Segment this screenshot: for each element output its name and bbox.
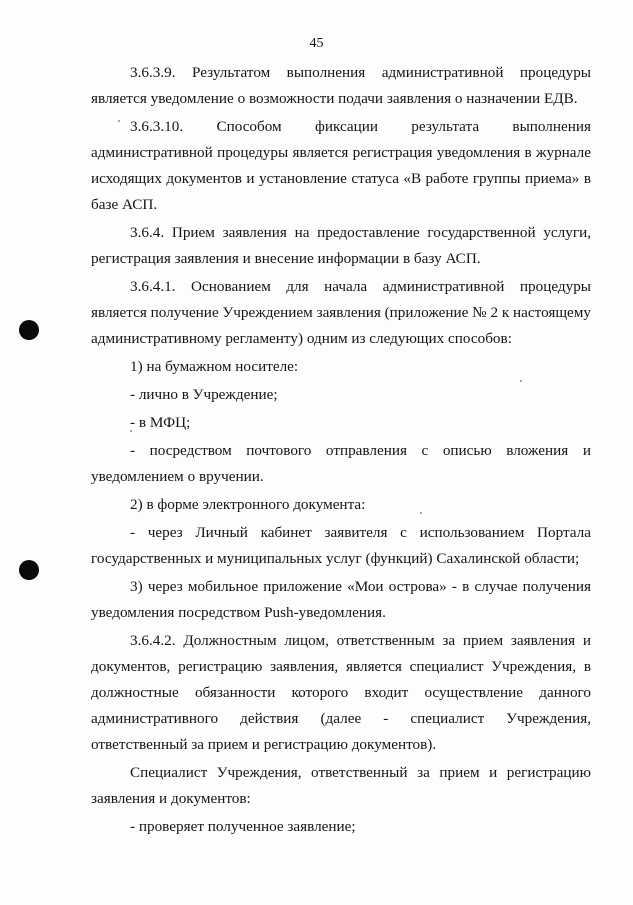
list-item-post: - посредством почтового отправления с описью вложения и уведомлением о вручении. xyxy=(91,442,591,485)
paragraph-3-6-3-10: 3.6.3.10. Способом фиксации результата выполнения административной процедуры является регистрация уведомления в журнале исходящих документов и установление статуса «В работе группы приема» в базе АСП. xyxy=(91,118,591,213)
paragraph-3-6-4-1: 3.6.4.1. Основанием для начала административной процедуры является получение Учреждением заявления (приложение № 2 к настоящему административному регламенту) одним из следующих способов: xyxy=(91,278,591,347)
list-item-paper: 1) на бумажном носителе: xyxy=(130,358,299,375)
paragraph-3-6-3-9: 3.6.3.9. Результатом выполнения административной процедуры является уведомление о возможности подачи заявления о назначении ЕДВ. xyxy=(91,64,591,107)
paragraph-specialist: Специалист Учреждения, ответственный за прием и регистрацию заявления и документов: xyxy=(91,764,591,807)
page-number: 45 xyxy=(309,36,324,51)
punch-hole xyxy=(19,560,39,580)
document-body xyxy=(91,60,591,840)
list-item-electronic: 2) в форме электронного документа: xyxy=(130,496,366,513)
paragraph-3-6-4-2: 3.6.4.2. Должностным лицом, ответственным за прием заявления и документов, регистрацию заявления, является специалист Учреждения, в должностные обязанности которого входит осуществление данного административного действия (далее - специалист Учреждения, ответственный за прием и регистрацию документов). xyxy=(91,632,591,753)
list-item-mfc: - в МФЦ; xyxy=(130,414,191,431)
paragraph-3-6-4: 3.6.4. Прием заявления на предоставление государственной услуги, регистрация заявления и внесение информации в базу АСП. xyxy=(91,224,591,267)
punch-hole xyxy=(19,320,39,340)
list-item-mobile-app: 3) через мобильное приложение «Мои острова» - в случае получения уведомления посредством Push-уведомления. xyxy=(91,578,591,621)
list-item-portal: - через Личный кабинет заявителя с использованием Портала государственных и муниципальных услуг (функций) Сахалинской области; xyxy=(91,524,591,567)
list-item-in-person: - лично в Учреждение; xyxy=(130,386,278,403)
list-item-checks-application: - проверяет полученное заявление; xyxy=(130,818,356,835)
